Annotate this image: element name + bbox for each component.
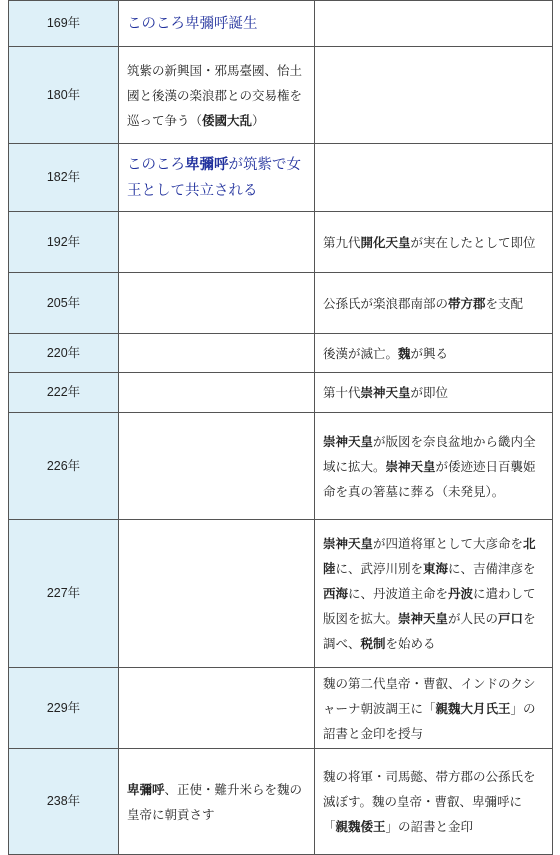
year-cell: 205年 [9, 273, 119, 334]
table-row [9, 334, 553, 373]
bold-text: 魏 [398, 345, 411, 361]
bold-text: 東海 [423, 561, 449, 576]
cell-text: 魏の第二代皇帝・曹叡、インドのクシャーナ朝波調王に「 [323, 675, 536, 716]
bold-text: 丹波 [448, 586, 474, 601]
event-world-cell [315, 668, 553, 749]
cell-text: を支配 [485, 295, 524, 311]
year-cell: 227年 [9, 520, 119, 668]
cell-text: に、丹波道主命を [348, 586, 449, 601]
cell-text: このころ [127, 156, 185, 173]
year-cell: 238年 [9, 749, 119, 855]
bold-text: 崇神天皇 [385, 458, 436, 474]
event-japan-cell [119, 212, 315, 273]
table-row [9, 373, 553, 413]
table-row [9, 520, 553, 668]
bold-text: 親魏大月氏王 [435, 700, 511, 716]
cell-text: 第九代 [323, 234, 361, 250]
cell-text: を始める [385, 636, 436, 651]
cell-text: が即位 [410, 385, 449, 400]
bold-text: 税制 [360, 636, 386, 651]
bold-text: 開化天皇 [360, 234, 411, 250]
table-row [9, 749, 553, 855]
year-cell: 226年 [9, 413, 119, 520]
event-world-cell [315, 273, 553, 334]
cell-text: を調べ、 [323, 611, 536, 651]
event-japan-cell [119, 273, 315, 334]
event-world-cell [315, 520, 553, 668]
event-japan-cell [119, 334, 315, 373]
event-japan-cell [119, 144, 315, 212]
cell-text: 、正使・難升米らを魏の皇帝に朝貢さす [127, 781, 303, 822]
cell-text: 後漢が滅亡。 [323, 345, 399, 361]
event-japan-cell [119, 373, 315, 413]
cell-text: に、吉備津彦を [448, 561, 536, 576]
cell-text: が実在したとして即位 [410, 234, 536, 250]
event-world-cell [315, 47, 553, 144]
event-japan-cell [119, 413, 315, 520]
table-row [9, 273, 553, 334]
bold-text: 帯方郡 [448, 295, 486, 311]
year-cell: 192年 [9, 212, 119, 273]
cell-text: が四道将軍として大彦命を [373, 536, 524, 551]
year-cell: 182年 [9, 144, 119, 212]
table-row [9, 47, 553, 144]
bold-text: 北陸 [323, 536, 536, 576]
bold-text: 卑彌呼 [127, 781, 165, 797]
event-world-cell [315, 1, 553, 47]
event-world-cell [315, 373, 553, 413]
cell-text: 」の詔書と金印 [385, 819, 474, 834]
table-row [9, 212, 553, 273]
table-row [9, 668, 553, 749]
event-japan-cell [119, 668, 315, 749]
cell-text: 」の詔書と金印を授与 [323, 700, 536, 741]
bold-text: 卑彌呼 [185, 155, 229, 173]
event-japan-cell [119, 47, 315, 144]
cell-text: ） [252, 112, 265, 128]
year-cell: 229年 [9, 668, 119, 749]
cell-text: 筑紫の新興国・邪馬臺國、怡土國と後漢の楽浪郡との交易権を巡って争う（ [127, 62, 303, 128]
event-world-cell [315, 212, 553, 273]
cell-text: が筑紫で女王として共立される [127, 156, 301, 199]
table-row [9, 144, 553, 212]
event-japan-cell [119, 1, 315, 47]
table-row [9, 413, 553, 520]
bold-text: 崇神天皇 [360, 385, 411, 400]
bold-text: 親魏倭王 [335, 819, 386, 834]
cell-text: 魏の将軍・司馬懿、帯方郡の公孫氏を滅ぼす。魏の皇帝・曹叡、卑彌呼に「 [323, 769, 536, 834]
bold-text: 崇神天皇 [398, 611, 449, 626]
year-cell: 169年 [9, 1, 119, 47]
cell-text: が倭迹迹日百襲姫命を真の箸墓に葬る（未発見）。 [323, 458, 536, 499]
cell-text: このころ卑彌呼誕生 [127, 15, 258, 32]
year-cell: 180年 [9, 47, 119, 144]
event-world-cell [315, 413, 553, 520]
bold-text: 戸口 [498, 611, 524, 626]
table-row [9, 1, 553, 47]
cell-text: が版図を奈良盆地から畿内全域に拡大。 [323, 433, 536, 474]
cell-text: が人民の [448, 611, 499, 626]
cell-text: が興る [410, 345, 449, 361]
bold-text: 倭國大乱 [202, 112, 253, 128]
cell-text: 公孫氏が楽浪郡南部の [323, 295, 449, 311]
timeline-table [8, 0, 553, 855]
cell-text: 第十代 [323, 385, 361, 400]
cell-text: に、武渟川別を [335, 561, 424, 576]
bold-text: 西海 [323, 586, 349, 601]
cell-text: に遣わして版図を拡大。 [323, 586, 536, 626]
event-japan-cell [119, 749, 315, 855]
year-cell: 220年 [9, 334, 119, 373]
event-world-cell [315, 334, 553, 373]
event-japan-cell [119, 520, 315, 668]
bold-text: 崇神天皇 [323, 433, 374, 449]
year-cell: 222年 [9, 373, 119, 413]
event-world-cell [315, 749, 553, 855]
bold-text: 崇神天皇 [323, 536, 374, 551]
event-world-cell [315, 144, 553, 212]
